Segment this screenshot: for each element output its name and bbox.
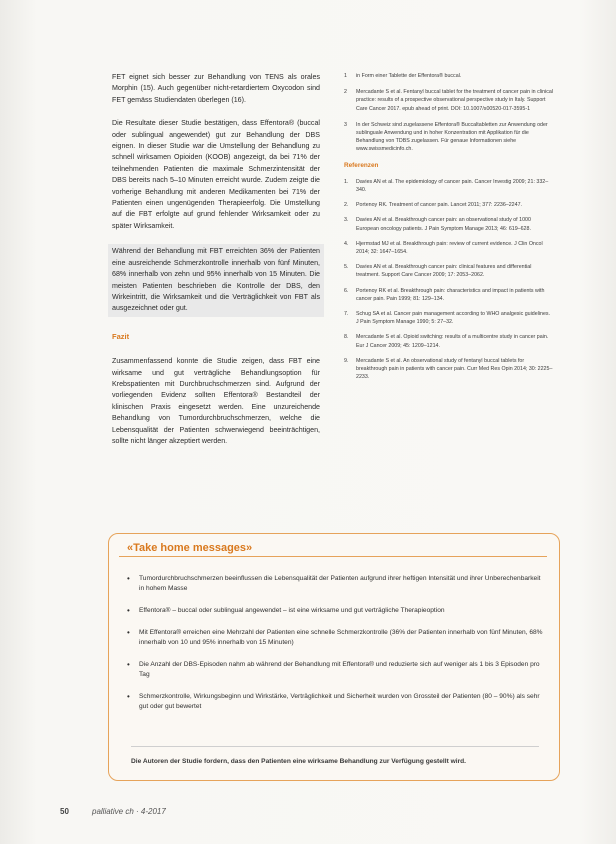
section-heading-fazit: Fazit — [112, 331, 130, 341]
take-home-messages-box — [108, 533, 560, 781]
reference-text: Schug SA et al. Cancer pain management according to WHO analgesic guidelines. J Pain Symptom Manage 1990; 5: 27–32. — [356, 311, 551, 326]
reference-text: Hjermstad MJ et al. Breakthrough pain: review of current evidence. J Clin Oncol 2014; 32: 1647–1654. — [356, 240, 543, 256]
list-item — [127, 660, 545, 680]
page-number: 50 — [60, 807, 69, 816]
bullet-icon: • — [127, 606, 130, 615]
bullet-icon: • — [127, 660, 130, 669]
conclusion-divider — [131, 746, 539, 747]
reference-number: 6. — [344, 287, 349, 294]
footnote — [344, 72, 554, 80]
reference-text: Davies AN et al. The epidemiology of cancer pain. Cancer Investig 2009; 21: 332–340. — [356, 178, 549, 194]
reference-number: 1. — [344, 178, 349, 185]
list-item — [127, 628, 545, 648]
footnote — [344, 121, 554, 154]
reference-item — [344, 357, 554, 382]
footnote-text: Mercadante S et al. Fentanyl buccal tablet for the treatment of cancer pain in clinical practice: results of a prospective observational perspective study in Italy. Support Care Cancer 2017. epub ahead of print. DOI: 10.1007/s00520-017-3595-1 — [356, 89, 553, 112]
bullet-icon: • — [127, 692, 130, 701]
references-heading: Referenzen — [344, 161, 379, 169]
reference-item — [344, 240, 554, 256]
footnote-text: In der Schweiz sind zugelassene Effentora® Buccaltabletten zur Anwendung oder sublinguale Anwendung und in hoher Konzentration mit Applikation für die Behandlung von TDBS zugelassen. Für genaue Informationen siehe www.swissmedicinfo.ch. — [356, 121, 548, 153]
paragraph-3-highlighted: Während der Behandlung mit FBT erreichten 36% der Patienten eine ausreichende Schmerzkontrolle innerhalb von fünf Minuten, 68% innerhalb von zehn und 95% innerhalb von 15 Minuten. Die meisten Patienten beschrieben die Kontrolle der DBS, den Wirkeintritt, die Wirksamkeit und die Verträglichkeit von FBT als ausgezeichnet oder gut. — [108, 244, 324, 316]
reference-text: Davies AN et al. Breakthrough cancer pain: an observational study of 1000 European oncology patients. J Pain Symptom Manage 2013; 46: 619–628. — [356, 217, 531, 232]
reference-text: Davies AN et al. Breakthrough cancer pain: clinical features and differential treatment. Support Care Cancer 2009; 17: 2053–2062. — [356, 264, 532, 279]
reference-text: Portenoy RK et al. Breakthrough pain: characteristics and impact in patients with cancer pain. Pain 1999; 81: 129–134. — [356, 287, 545, 302]
reference-item — [344, 216, 554, 232]
footnote-text: in Form einer Tablette der Effentora® buccal. — [356, 73, 462, 79]
list-item-text: Tumordurchbruchschmerzen beeinflussen die Lebensqualität der Patienten aufgrund ihrer heftigen Intensität und ihrer Unberechenbarkeit in hohem Masse — [139, 575, 541, 592]
bullet-icon: • — [127, 628, 130, 637]
reference-number: 3. — [344, 217, 349, 224]
reference-number: 2. — [344, 202, 349, 209]
reference-number: 7. — [344, 311, 349, 318]
reference-item — [344, 310, 554, 326]
notes-references-column — [344, 72, 554, 388]
list-item-text: Die Anzahl der DBS-Episoden nahm ab während der Behandlung mit Effentora® und reduzierte sich auf weniger als 1 bis 3 Episoden pro Tag — [139, 661, 540, 678]
paragraph-4: Zusammenfassend konnte die Studie zeigen, dass FBT eine wirksame und gut verträgliche Behandlungsoption für Krebspatienten mit Durchbruchschmerzen sind. Aufgrund der vorliegenden Evidenz sollten Effentora® Bestandteil der klinischen Praxis eingesetzt werden. Eine unzureichende Behandlung von Tumordurchbruchschmerzen, welche die Lebensqualität der Patienten schwerwiegend beeinträchtigen, sollte nicht länger akzeptiert werden. — [112, 357, 320, 445]
main-text-column — [112, 72, 320, 459]
list-item — [127, 692, 545, 712]
reference-item — [344, 333, 554, 349]
list-item-text: Schmerzkontrolle, Wirkungsbeginn und Wirkstärke, Verträglichkeit und Sicherheit wurden von Grossteil der Patienten (80 – 90%) als sehr gut oder gut bewertet — [139, 693, 540, 710]
footnote — [344, 88, 554, 113]
reference-text: Mercadante S et al. An observational study of fentanyl buccal tablets for breakthrough pain in patients with cancer pain. Curr Med Res Opin 2014; 30: 2225–2233. — [356, 357, 553, 381]
reference-text: Mercadante S et al. Opioid switching: results of a multicentre study in cancer pain. Eur J Cancer 2009; 45: 1209–1214. — [356, 334, 549, 349]
reference-item — [344, 287, 554, 303]
list-item — [127, 574, 545, 594]
title-divider — [119, 556, 547, 557]
take-home-list — [127, 574, 545, 724]
list-item-text: Effentora® – buccal oder sublingual angewendet – ist eine wirksame und gut verträgliche Therapieoption — [139, 607, 445, 614]
paragraph-1: FET eignet sich besser zur Behandlung von TENS als orales Morphin (15). Auch gegenüber nicht-retardiertem Oxycodon sind FET gemäss Studiendaten überlegen (16). — [112, 73, 320, 104]
reference-text: Portenoy RK. Treatment of cancer pain. Lancet 2011; 377: 2236–2247. — [356, 202, 522, 209]
take-home-title: «Take home messages» — [127, 542, 253, 554]
journal-name: palliative ch · 4-2017 — [92, 807, 166, 816]
footnote-number: 2 — [344, 89, 347, 96]
reference-item — [344, 263, 554, 279]
list-item — [127, 606, 545, 616]
reference-item — [344, 178, 554, 194]
reference-number: 4. — [344, 240, 349, 247]
reference-item — [344, 201, 554, 209]
footnote-number: 3 — [344, 121, 347, 128]
take-home-conclusion: Die Autoren der Studie fordern, dass den Patienten eine wirksame Behandlung zur Verfügung gestellt wird. — [131, 758, 466, 765]
reference-number: 8. — [344, 334, 349, 341]
footnote-number: 1 — [344, 73, 347, 79]
reference-number: 5. — [344, 264, 349, 271]
bullet-icon: • — [127, 574, 130, 583]
list-item-text: Mit Effentora® erreichen eine Mehrzahl der Patienten eine schnelle Schmerzkontrolle (36% der Patienten innerhalb von fünf Minuten, 68% innerhalb von 10 und 95% innerhalb von 15 Minuten) — [139, 629, 543, 646]
paragraph-2: Die Resultate dieser Studie bestätigen, dass Effentora® (buccal oder sublingual angewendet) gut zur Behandlung der DBS eignen. In dieser Studie war die Umstellung der Behandlung zu schnell wirksamen Opioiden (KOOB) angezeigt, da bei 71% der teilnehmenden Patienten die maximale Schmerzintensität der DBS bereits nach 5–10 Minuten erreicht wurde. Zudem zeigte die vorherige Behandlung mit anderen Medikamenten bei 71% der Patienten einen ungenügenden Therapieerfolg. Die Umstellung auf die FBT erfolgte auf grund fehlender Wirksamkeit oder zu später Wirksamkeit. — [112, 119, 320, 230]
reference-number: 9. — [344, 357, 349, 364]
